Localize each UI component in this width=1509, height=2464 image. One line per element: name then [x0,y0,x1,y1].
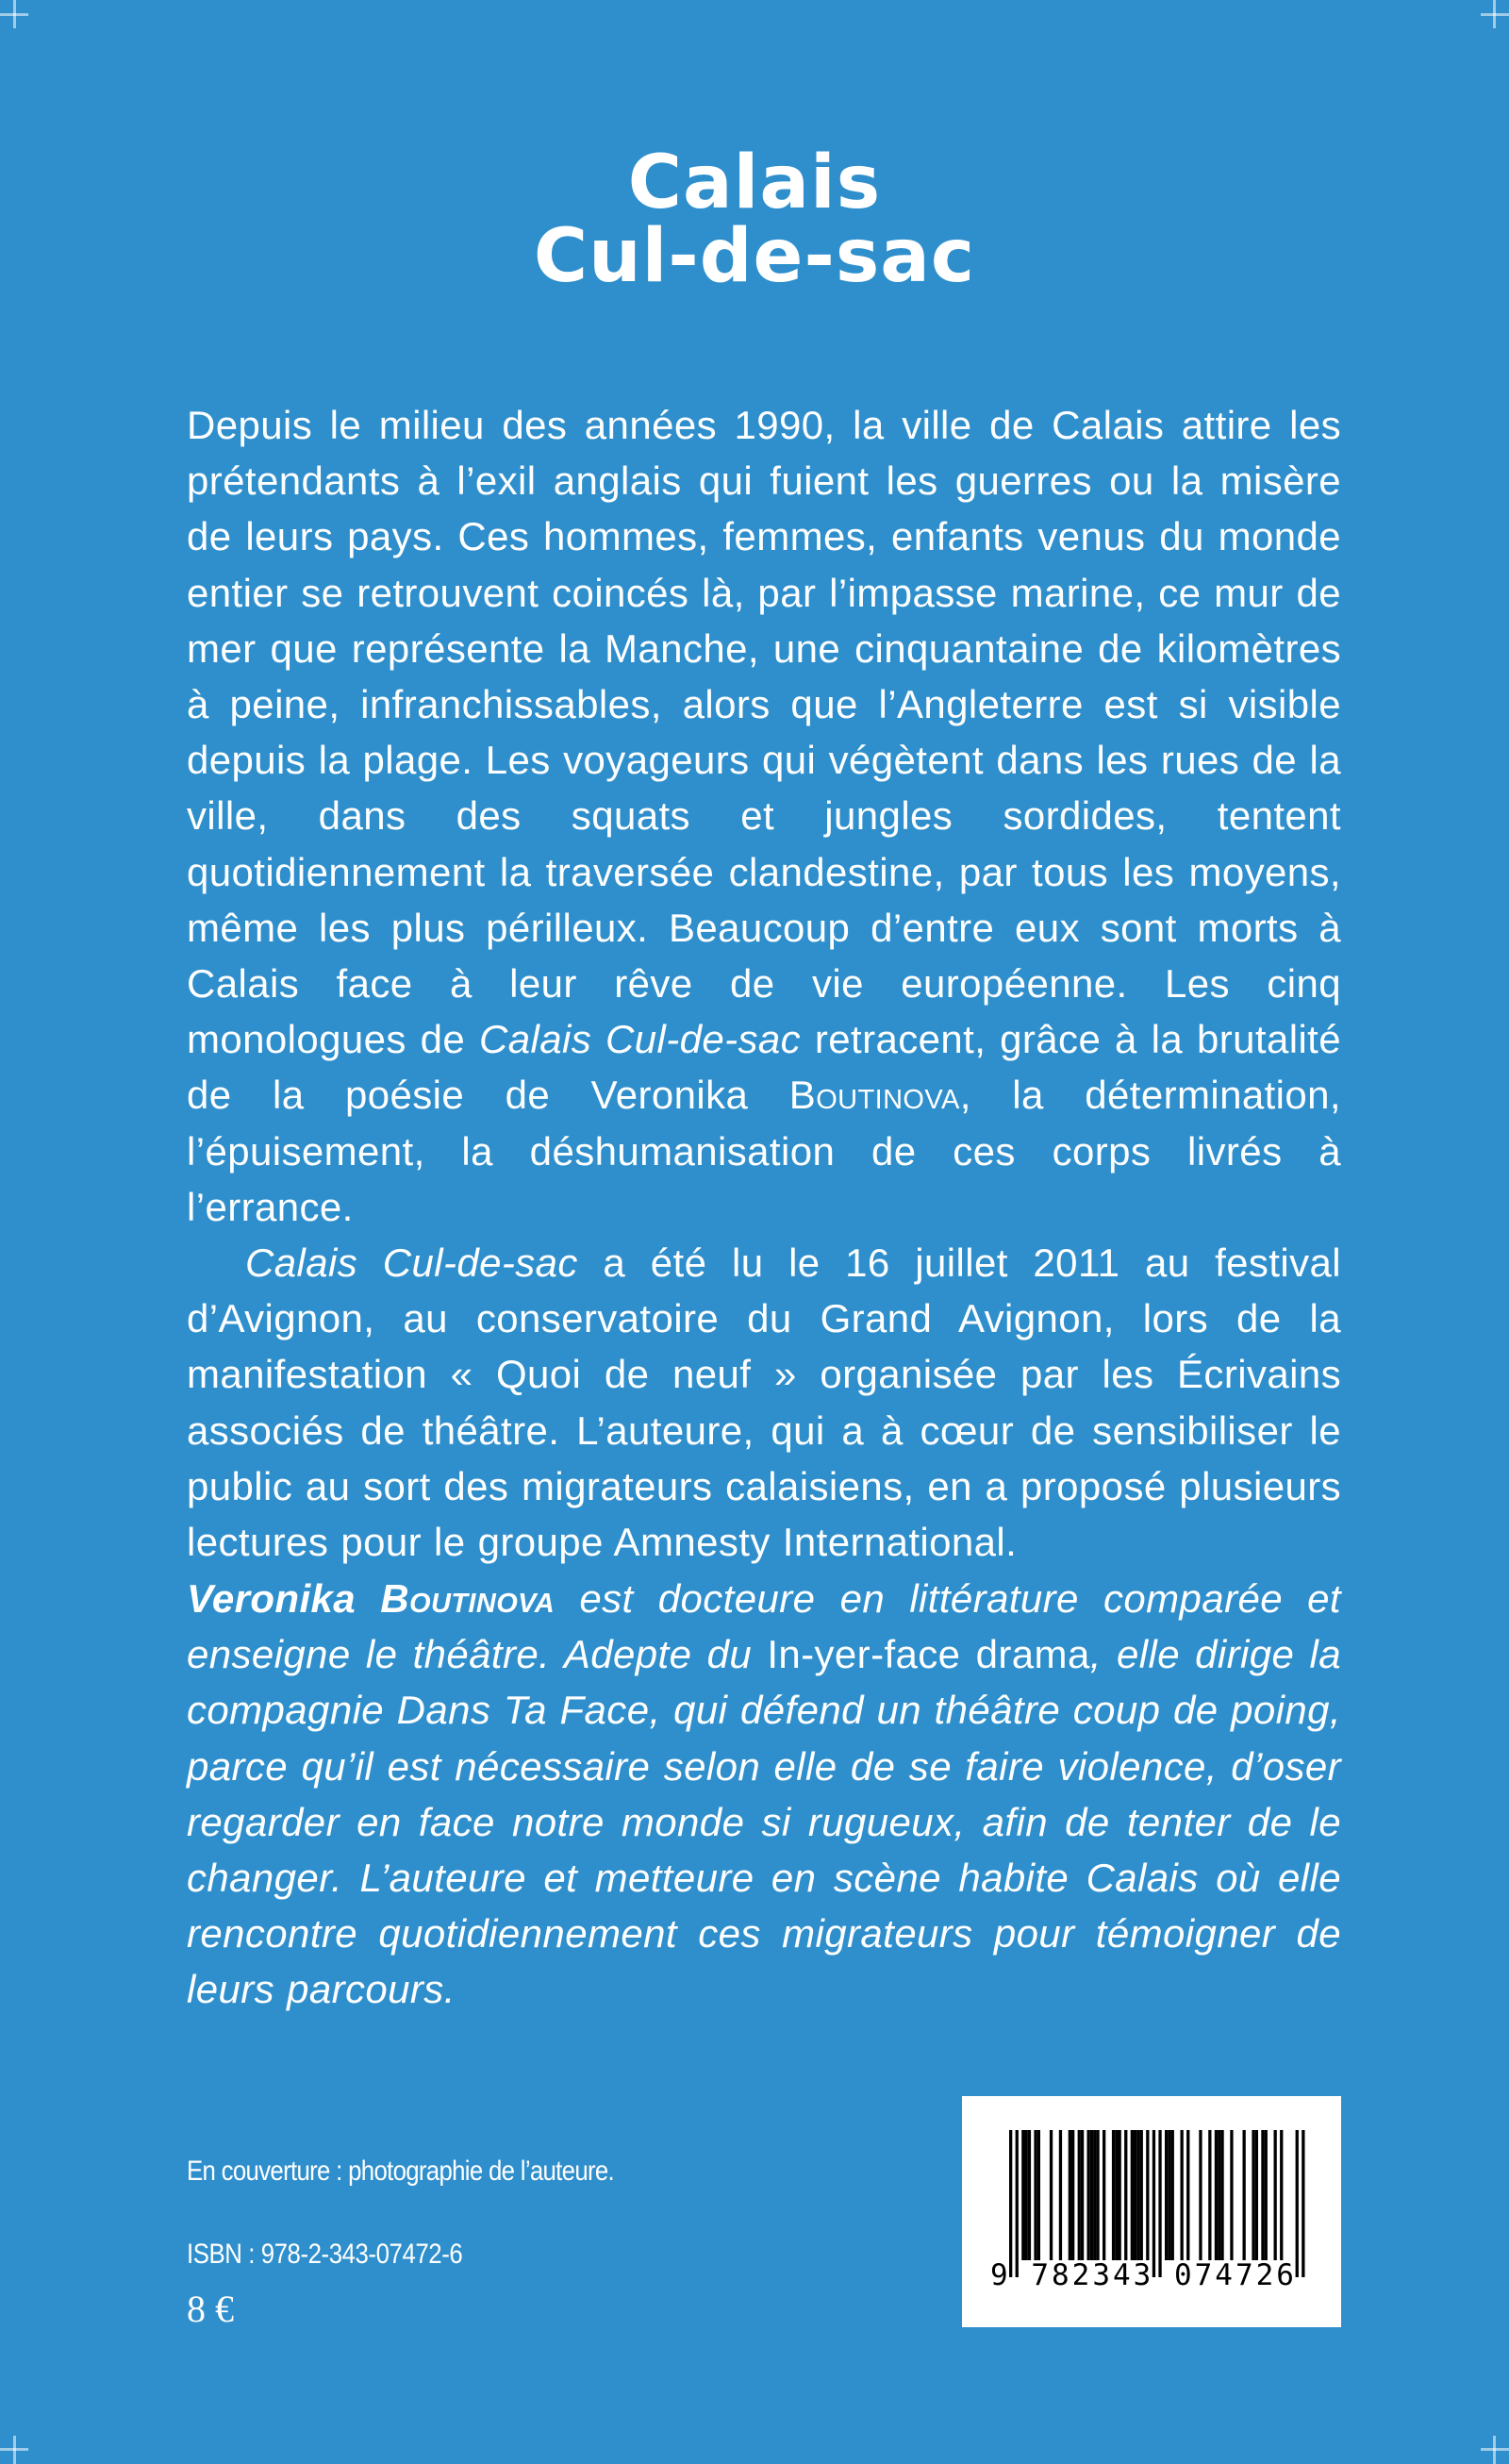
cover-photo-credit: En couverture : photographie de l’auteure. [187,2156,615,2187]
synopsis-text: Depuis le milieu des années 1990, la ville de Calais attire les prétendants à l’exil anglais qui fuient les guerres ou la misère de leurs pays. Ces hommes, femmes, enfants venus du monde entier se retrouvent coincés là, par l’impasse marine, ce mur de mer que représente la Manche, une cinquantaine de kilomètres à peine, infranchissables, alors que l’Angleterre est si visible depuis la plage. Les voyageurs qui végètent dans les rues de la ville, dans des squats et jungles sordides, tentent quotidiennement la traversée clandestine, par tous les moyens, même les plus périlleux. Beaucoup d’entre eux sont morts à Calais face à leur rêve de vie européenne. Les cinq monologues de [187,403,1341,1062]
barcode-guard-bar [1009,2130,1012,2277]
barcode-bar [1140,2130,1143,2260]
bio-author-first-name: Veronika [187,1576,381,1621]
barcode-bar [1093,2130,1096,2260]
barcode-bar [1021,2130,1024,2260]
barcode [962,2096,1341,2327]
barcode-guard-bar [1158,2130,1161,2277]
barcode-bars [962,2096,1341,2327]
barcode-bar [1124,2130,1127,2260]
synopsis-author-name: Boutinova [788,1073,960,1118]
barcode-bar [1220,2130,1223,2260]
synopsis-text: retracent, grâce à la brutalité de la poésie de Veronika [187,1017,1342,1118]
barcode-bar [1037,2130,1040,2260]
barcode-bar [1252,2130,1254,2260]
author-bio-paragraph [187,1571,1341,2018]
barcode-bar [1115,2130,1118,2260]
barcode-bar [1119,2130,1121,2260]
barcode-guard-bar [1152,2130,1155,2277]
barcode-guard-bar [1302,2130,1304,2277]
barcode-bar [1136,2130,1139,2260]
barcode-bar [1218,2130,1220,2260]
barcode-bar [1090,2130,1093,2260]
barcode-bar [1171,2130,1174,2260]
barcode-bar [1230,2130,1233,2260]
synopsis-paragraph-2 [187,1235,1341,1570]
synopsis-book-title: Calais Cul-de-sac [479,1017,802,1062]
barcode-bar [1078,2130,1081,2260]
bio-text: est docteure en littérature comparée et enseigne le théâtre. Adepte du [187,1576,1341,1677]
barcode-digits: 9 782343 074726 [990,2258,1297,2292]
barcode-bar [1034,2130,1036,2260]
barcode-bar [1096,2130,1099,2260]
bio-genre: In-yer-face drama [767,1632,1090,1677]
barcode-bar [1028,2130,1031,2260]
barcode-bar [1208,2130,1211,2260]
barcode-bar [1168,2130,1170,2260]
crop-mark-left-bottom [0,2448,28,2451]
isbn: ISBN : 978-2-343-07472-6 [187,2239,463,2270]
barcode-bar [1186,2130,1189,2260]
barcode-bar [1050,2130,1053,2260]
crop-mark-left-top [0,13,28,16]
price: 8 € [187,2288,234,2330]
barcode-bar [1059,2130,1062,2260]
barcode-bar [1215,2130,1218,2260]
synopsis-paragraph-1 [187,397,1341,1235]
barcode-guard-bar [1016,2130,1019,2277]
barcode-bar [1112,2130,1115,2260]
barcode-bar [1261,2130,1264,2260]
synopsis-text: , la détermination, l’épuisement, la déshumanisation de ces corps livrés à l’errance. [187,1073,1341,1229]
barcode-bar [1181,2130,1184,2260]
barcode-bar [1274,2130,1277,2260]
barcode-bar [1071,2130,1074,2260]
barcode-bar [1243,2130,1246,2260]
barcode-bar [1081,2130,1084,2260]
barcode-guard-bar [1296,2130,1299,2277]
book-title [0,141,1509,299]
barcode-bar [1131,2130,1134,2260]
barcode-bar [1146,2130,1149,2260]
book-title-line-1: Calais [627,141,882,225]
synopsis [187,397,1341,1570]
barcode-bar [1134,2130,1136,2260]
barcode-bar [1255,2130,1258,2260]
synopsis-text: a été lu le 16 juillet 2011 au festival d’Avignon, au conservatoire du Grand Avignon, lors de la manifestation « Quoi de neuf » organisée par les Écrivains associés de théâtre. L’auteure, qui a à cœur de sensibiliser le public au sort des migrateurs calaisiens, en a proposé plusieurs lectures pour le groupe Amnesty International. [187,1240,1341,1565]
barcode-bar [1069,2130,1071,2260]
author-bio [187,1571,1341,2018]
barcode-bar [1280,2130,1283,2260]
book-title-line-2: Cul-de-sac [533,214,976,299]
barcode-bar [1103,2130,1105,2260]
barcode-bar [1265,2130,1268,2260]
bio-author-last-name: Boutinova [380,1576,556,1621]
bio-text: , elle dirige la compagnie Dans Ta Face, qui défend un théâtre coup de poing, parce qu’il est nécessaire selon elle de se faire violence, d’oser regarder en face notre monde si rugueux, afin de tenter de le changer. L’auteure et metteure en scène habite Calais où elle rencontre quotidiennement ces migrateurs pour témoigner de leurs parcours. [187,1632,1341,2012]
barcode-bar [1087,2130,1090,2260]
crop-mark-right-top [1481,13,1509,16]
synopsis-book-title: Calais Cul-de-sac [245,1240,578,1286]
barcode-bar [1199,2130,1202,2260]
crop-mark-right-bottom [1481,2448,1509,2451]
barcode-bar [1025,2130,1028,2260]
barcode-bar [1165,2130,1168,2260]
